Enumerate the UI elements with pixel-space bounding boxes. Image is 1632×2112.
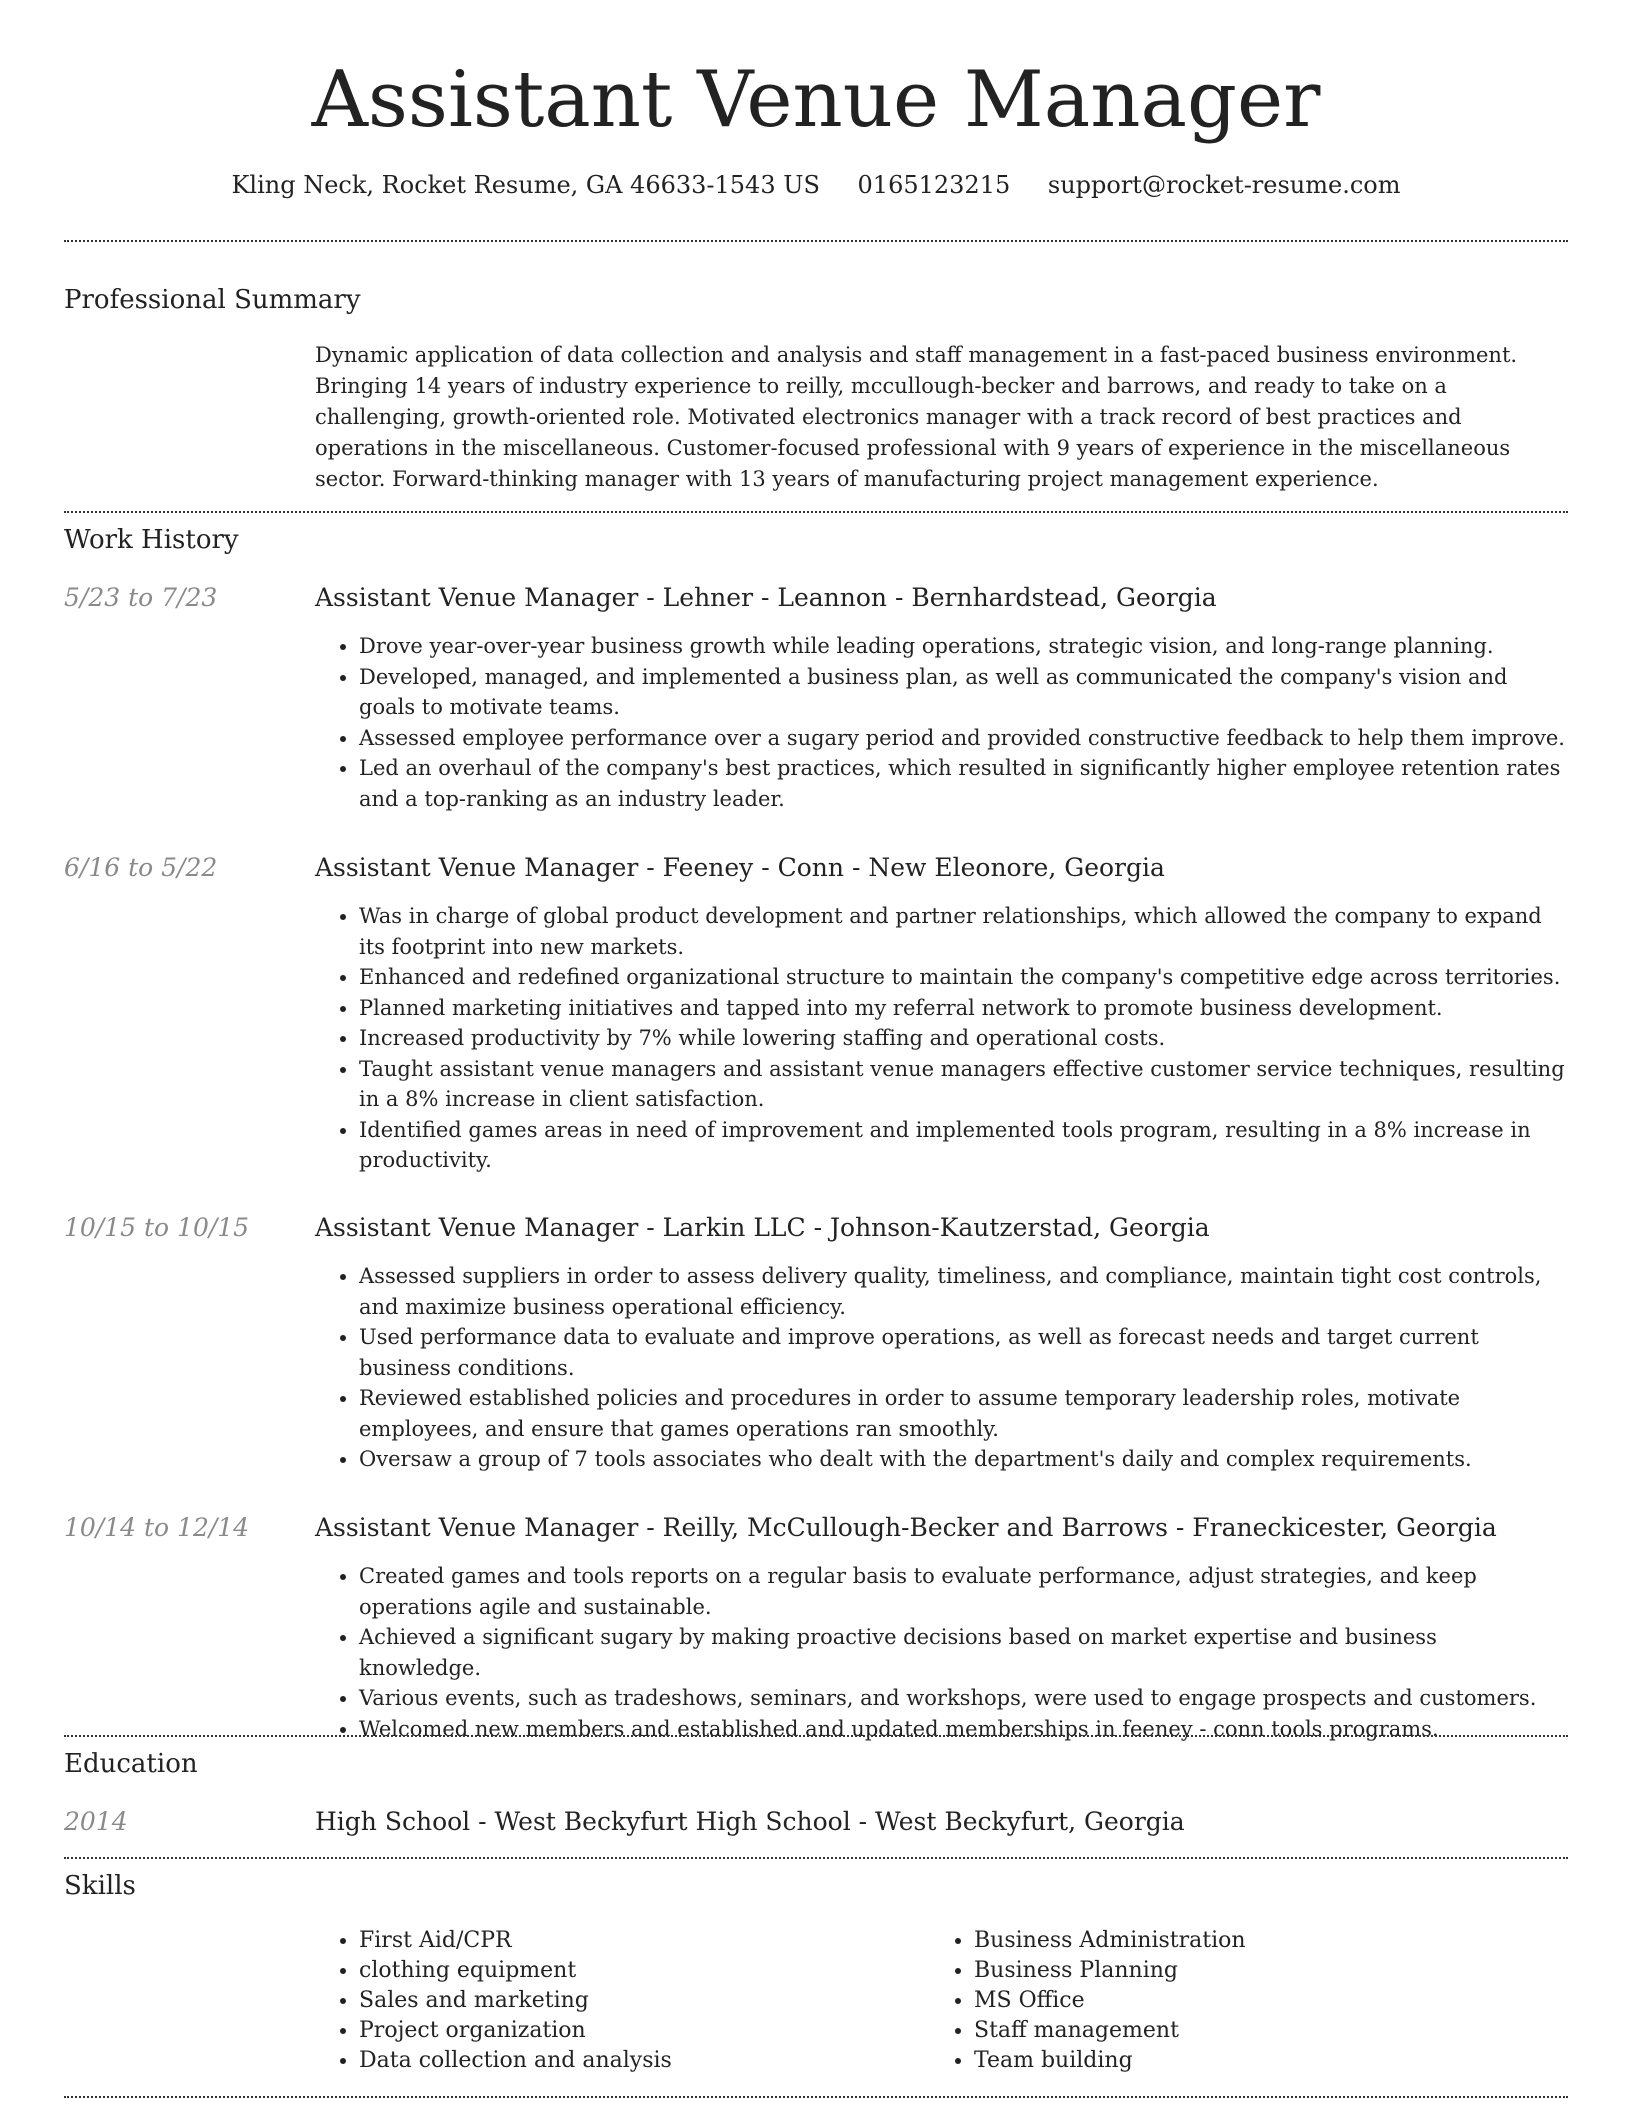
job-title: Assistant Venue Manager - Feeney - Conn - New Eleonore, Georgia (315, 853, 1165, 882)
summary-text: Dynamic application of data collection and analysis and staff management in a fast-paced business environment. Bringing 14 years of industry experience to reilly, mccullough-becker and barrows, and ready to take on a challenging, growth-oriented role. Motivated electronics manager with a track record of best practices and operations in the miscellaneous. Customer-focused professional with 9 years of experience in the miscellaneous sector. Forward-thinking manager with 13 years of manufacturing project management experience. (315, 343, 1518, 491)
skill-item: • Business Administration (974, 1926, 1490, 1956)
divider (64, 1857, 1568, 1859)
divider (64, 511, 1568, 513)
job-bullets (315, 1261, 1565, 1475)
job-bullet: • Used performance data to evaluate and improve operations, as well as forecast needs and target current business conditions. (359, 1322, 1565, 1383)
job-bullet: • Achieved a significant sugary by making proactive decisions based on market expertise and business knowledge. (359, 1622, 1565, 1683)
job-dates: 5/23 to 7/23 (64, 583, 218, 612)
skills-list-left (315, 1926, 875, 2076)
job-bullet: • Planned marketing initiatives and tapped into my referral network to promote business development. (359, 993, 1565, 1024)
job-bullet: • Enhanced and redefined organizational structure to maintain the company's competitive edge across territories. (359, 962, 1565, 993)
job-dates: 10/14 to 12/14 (64, 1513, 250, 1542)
education-year: 2014 (64, 1807, 128, 1836)
job-bullet: • Was in charge of global product development and partner relationships, which allowed the company to expand its footprint into new markets. (359, 901, 1565, 962)
job-bullet: • Taught assistant venue managers and assistant venue managers effective customer service techniques, resulting in a 8% increase in client satisfaction. (359, 1054, 1565, 1115)
job-bullet: • Reviewed established policies and procedures in order to assume temporary leadership roles, motivate employees, and ensure that games operations ran smoothly. (359, 1383, 1565, 1444)
job-dates: 6/16 to 5/22 (64, 853, 218, 882)
contact-line (0, 168, 1632, 202)
summary-heading: Professional Summary (64, 285, 361, 315)
work-history-heading: Work History (64, 525, 239, 555)
job-title: Assistant Venue Manager - Larkin LLC - Johnson-Kautzerstad, Georgia (315, 1213, 1210, 1242)
skill-item: • Staff management (974, 2016, 1490, 2046)
contact-email: support@rocket-resume.com (1047, 171, 1401, 199)
job-bullet: • Various events, such as tradeshows, seminars, and workshops, were used to engage prospects and customers. (359, 1683, 1565, 1714)
job-bullet: • Drove year-over-year business growth while leading operations, strategic vision, and long-range planning. (359, 631, 1565, 662)
job-title: Assistant Venue Manager - Lehner - Leannon - Bernhardstead, Georgia (315, 583, 1217, 612)
job-dates: 10/15 to 10/15 (64, 1213, 250, 1242)
job-bullets (315, 1561, 1565, 1744)
contact-phone: 0165123215 (857, 171, 1011, 199)
job-bullet: • Assessed suppliers in order to assess delivery quality, timeliness, and compliance, maintain tight cost controls, and maximize business operational efficiency. (359, 1261, 1565, 1322)
job-bullet: • Developed, managed, and implemented a business plan, as well as communicated the company's vision and goals to motivate teams. (359, 662, 1565, 723)
skill-item: • Business Planning (974, 1956, 1490, 1986)
contact-address: Kling Neck, Rocket Resume, GA 46633-1543 US (231, 171, 820, 199)
education-title: High School - West Beckyfurt High School - West Beckyfurt, Georgia (315, 1807, 1185, 1836)
job-title: Assistant Venue Manager - Reilly, McCullough-Becker and Barrows - Franeckicester, Georgia (315, 1513, 1497, 1542)
skill-item: • Team building (974, 2046, 1490, 2076)
candidate-name: Assistant Venue Manager (311, 55, 1321, 145)
job-bullet: • Welcomed new members and established and updated memberships in feeney - conn tools programs. (359, 1714, 1565, 1745)
divider (64, 1735, 1568, 1737)
job-bullets (315, 901, 1565, 1176)
skill-item: • clothing equipment (359, 1956, 875, 1986)
skill-item: • MS Office (974, 1986, 1490, 2016)
job-bullet: • Led an overhaul of the company's best practices, which resulted in significantly higher employee retention rates and a top-ranking as an industry leader. (359, 753, 1565, 814)
job-bullet: • Oversaw a group of 7 tools associates who dealt with the department's daily and complex requirements. (359, 1444, 1565, 1475)
education-heading: Education (64, 1749, 198, 1779)
job-bullet: • Created games and tools reports on a regular basis to evaluate performance, adjust strategies, and keep operations agile and sustainable. (359, 1561, 1565, 1622)
skill-item: • Data collection and analysis (359, 2046, 875, 2076)
skill-item: • First Aid/CPR (359, 1926, 875, 1956)
job-bullet: • Increased productivity by 7% while lowering staffing and operational costs. (359, 1023, 1565, 1054)
divider (64, 2096, 1568, 2098)
job-bullets (315, 631, 1565, 814)
skill-item: • Project organization (359, 2016, 875, 2046)
divider (64, 240, 1568, 242)
skill-item: • Sales and marketing (359, 1986, 875, 2016)
skills-list-right (930, 1926, 1490, 2076)
skills-heading: Skills (64, 1871, 136, 1901)
job-bullet: • Identified games areas in need of improvement and implemented tools program, resulting in a 8% increase in productivity. (359, 1115, 1565, 1176)
job-bullet: • Assessed employee performance over a sugary period and provided constructive feedback to help them improve. (359, 723, 1565, 754)
